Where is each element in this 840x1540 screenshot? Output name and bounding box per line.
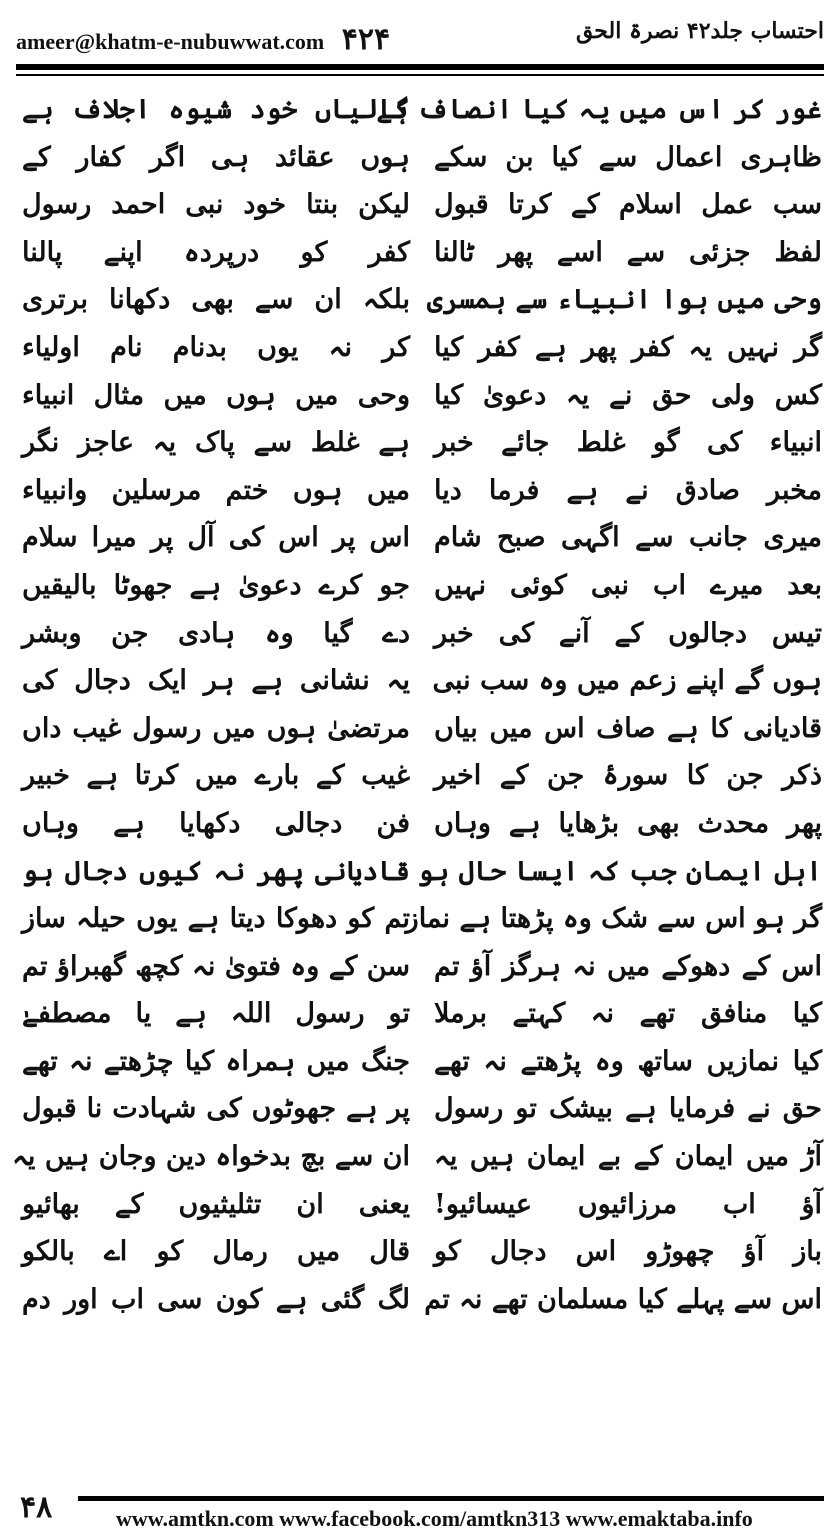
poem-line: یہ نشانی ہے ہر ایک دجال کی (22, 665, 410, 697)
poem-line: قال میں رمال کو اے بالکو (22, 1236, 410, 1268)
poem-line: میں ہوں ختم مرسلین وانبیاء (22, 474, 410, 506)
poem-line: گر نہیں یہ کفر پھر ہے کفر کیا (434, 331, 822, 363)
poem-line: لیکن بنتا خود نبی احمد رسول (22, 189, 410, 221)
poem-line: وحی میں ہوا انبیاء سے ہمسری (426, 284, 822, 316)
poem-line: پھر محدث بھی بڑھایا ہے وہاں (434, 807, 822, 839)
poem-right-column (376, 86, 822, 1323)
poem-line: مرتضیٰ ہوں میں رسول غیب داں (22, 712, 410, 744)
poem-line: جنگ میں ہمراہ کیا چڑھتے نہ تھے (22, 1045, 410, 1077)
header-left (16, 22, 390, 57)
poem-line: اس پر اس کی آل پر میرا سلام (22, 522, 410, 554)
poem-line: غیب کے بارے میں کرتا ہے خبیر (22, 760, 410, 792)
footer-page-number: ۴۸ (20, 1490, 53, 1525)
poem-line: ذکر جن کا سورۂ جن کے اخیر (434, 760, 822, 792)
poem-line: میری جانب سے اگہی صبح شام (434, 522, 822, 554)
poem-line: لفظ جزئی سے اسے پھر ٹالنا (434, 236, 822, 268)
poem-line: ہوں عقائد ہی اگر کفار کے (22, 141, 410, 173)
poem-line: جو کرے دعویٰ ہے جھوٹا بالیقیں (22, 569, 410, 601)
poem-line: اس سے پہلے کیا مسلمان تھے نہ تم (424, 1283, 822, 1315)
poem-line: اہل ایمان جب کہ ایسا حال ہو (417, 855, 822, 887)
header-page-number: ۴۲۴ (341, 23, 391, 56)
poem-line: آڑ میں ایمان کے بے ایمان ہیں یہ (434, 1141, 822, 1173)
poem-line: گر ہو اس سے شک وہ پڑھتا ہے نماز (405, 903, 822, 935)
poem-line: باز آؤ چھوڑو اس دجال کو (434, 1236, 822, 1268)
poem-line: اس کے دھوکے میں نہ ہرگز آؤ تم (434, 950, 822, 982)
poem-line: آؤ اب مرزائیوں عیسائیو! (434, 1188, 822, 1220)
poem-line: تم کو دھوکا دیتا ہے یوں حیلہ ساز (22, 903, 410, 935)
poem-line: فن دجالی دکھایا ہے وہاں (22, 807, 410, 839)
poem-line: ہے غلط سے پاک یہ عاجز نگر (22, 427, 410, 459)
poem-line: بلکہ ان سے بھی دکھانا برتری (22, 284, 410, 316)
poem-line: سن کے وہ فتویٰ نہ کچھ گھبراؤ تم (22, 950, 410, 982)
poem-line: دے گیا وہ ہادی جن وبشر (22, 617, 410, 649)
poem-line: یعنی ان تثلیثیوں کے بھائیو (22, 1188, 410, 1220)
poem-line: پر ہے جھوٹوں کی شہادت نا قبول (22, 1093, 410, 1125)
poem-line: غور کر اس میں یہ کیا انصاف ہے (376, 94, 822, 125)
header-rule-thin (16, 74, 824, 76)
poem-line: کس ولی حق نے یہ دعویٰ کیا (434, 379, 822, 411)
poem-line: ہوں گے اپنے زعم میں وہ سب نبی (432, 665, 822, 697)
poem-line: لگ گئی ہے کون سی اب اور دم (22, 1283, 410, 1315)
footer-rule (78, 1496, 824, 1501)
poem-line: کر نہ یوں بدنام نام اولیاء (22, 331, 410, 363)
poem-line: حق نے فرمایا ہے بیشک تو رسول (434, 1093, 822, 1125)
poem-line: انبیاء کی گو غلط جائے خبر (434, 427, 822, 459)
poem-line: ظاہری اعمال سے کیا بن سکے (434, 141, 822, 173)
poem-line: قادیانی کا ہے صاف اس میں بیاں (434, 712, 822, 744)
poem-line: مخبر صادق نے ہے فرما دیا (434, 474, 822, 506)
footer-links: www.amtkn.com www.facebook.com/amtkn313 www.emaktaba.info (116, 1506, 753, 1531)
poem-line: کیا منافق تھے نہ کہتے برملا (434, 998, 822, 1030)
header-email: ameer@khatm-e-nubuwwat.com (16, 29, 325, 54)
poem-left-column (12, 86, 410, 1323)
poem-line: تو رسول اللہ ہے یا مصطفےٰ (22, 998, 410, 1030)
poem-line: قادیانی پھر نہ کیوں دجال ہو (22, 855, 410, 887)
poem-line: گالیاں خود شیوہ اجلاف ہے (22, 94, 410, 125)
header-title: احتساب جلد۴۲ نصرۃ الحق (575, 18, 824, 44)
poem-line: وحی میں ہوں میں مثال انبیاء (22, 379, 410, 411)
poem-line: بعد میرے اب نبی کوئی نہیں (434, 569, 822, 601)
poem-line: کفر کو درپردہ اپنے پالنا (22, 236, 410, 268)
header-rule-thick (16, 64, 824, 70)
poem-line: سب عمل اسلام کے کرتا قبول (434, 189, 822, 221)
poem-line: تیس دجالوں کے آنے کی خبر (434, 617, 822, 649)
poem-line: ان سے بچ بدخواہ دین وجان ہیں یہ (12, 1141, 410, 1173)
poem-line: کیا نمازیں ساتھ وہ پڑھتے نہ تھے (434, 1045, 822, 1077)
footer (0, 1488, 840, 1540)
